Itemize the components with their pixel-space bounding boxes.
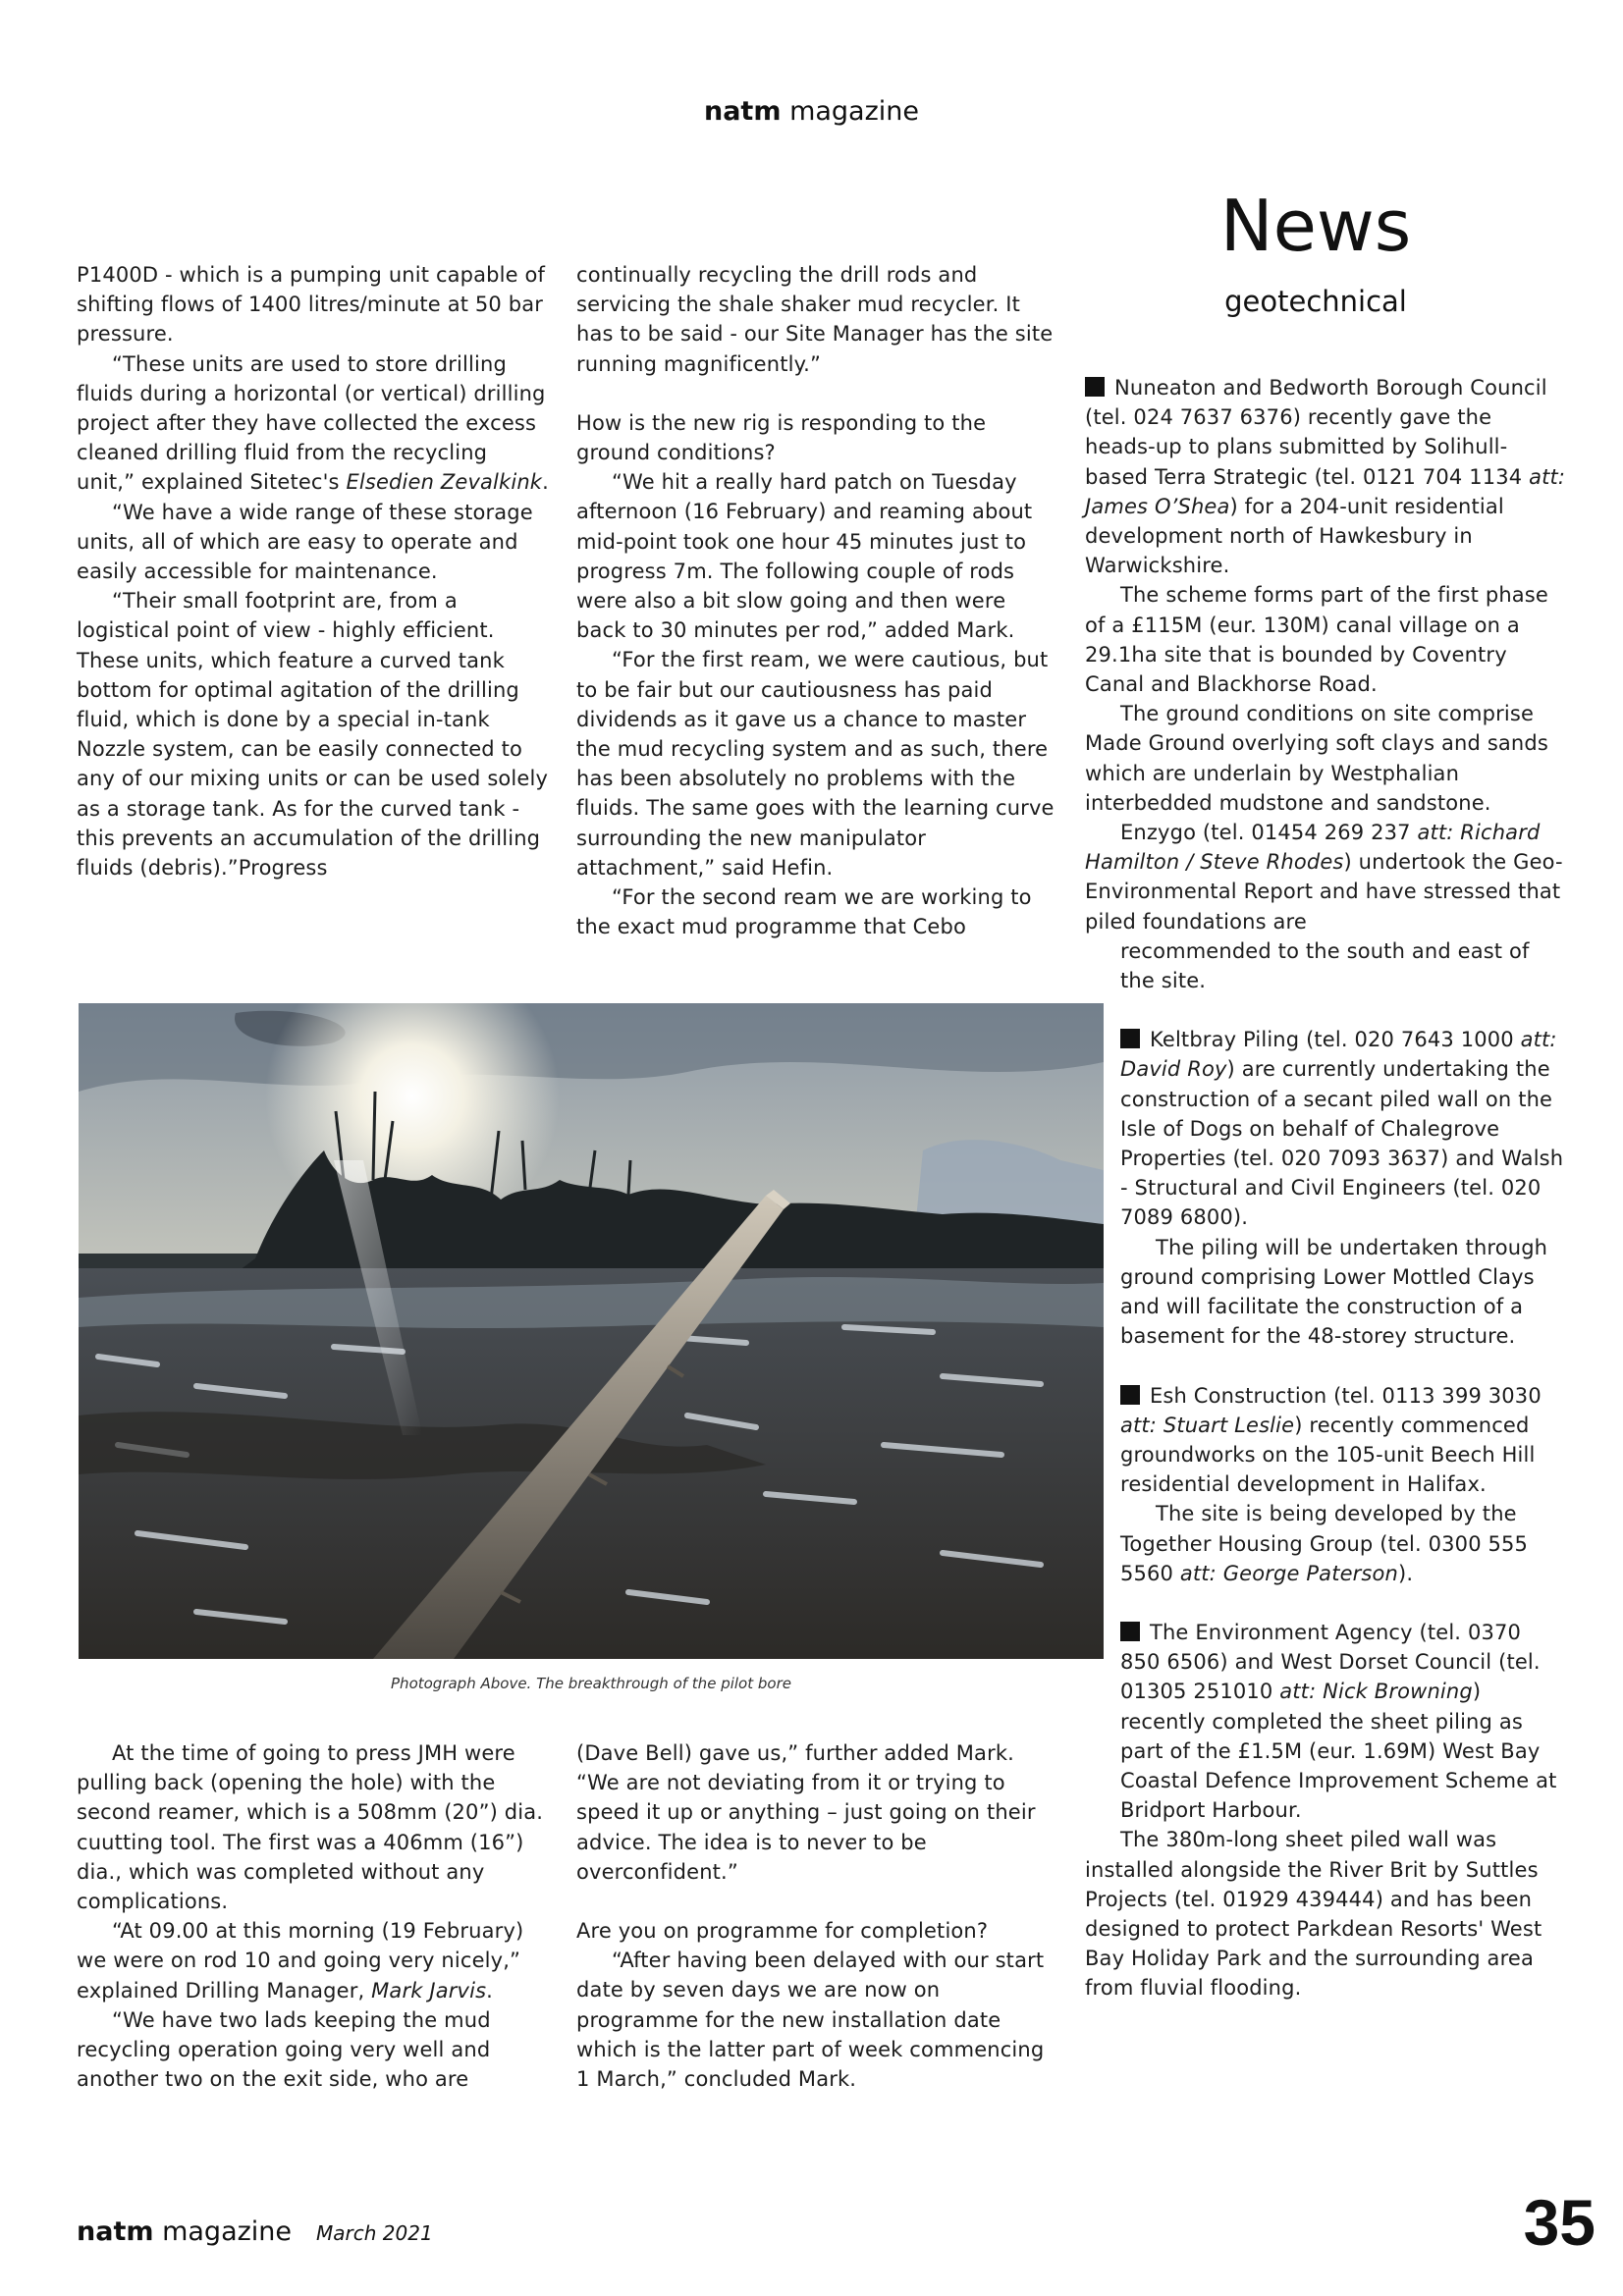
photo-caption: Photograph Above. The breakthrough of the pilot bore: [391, 1675, 791, 1692]
paragraph: At the time of going to press JMH were pulling back (opening the hole) with the second reamer, which is a 508mm (20”) dia. cuutting tool. The first was a 406mm (16”) dia., which was completed without any complications.: [77, 1741, 544, 1914]
paragraph: P1400D - which is a pumping unit capable of shifting flows of 1400 litres/minute at 50 bar pressure.: [77, 263, 546, 347]
bullet-square-icon: [1120, 1622, 1140, 1641]
paragraph: “We have a wide range of these storage units, all of which are easy to operate and easily accessible for maintenance.: [77, 500, 533, 584]
bullet-square-icon: [1120, 1029, 1140, 1048]
news-item: Esh Construction (tel. 0113 399 3030 att: Stuart Leslie) recently commenced groundworks on the 105-unit Beech Hill residential development in Halifax.: [1120, 1383, 1542, 1497]
article-column-1-bottom: [77, 1738, 550, 2094]
bullet-square-icon: [1085, 377, 1105, 397]
article-column-2-top: [576, 260, 1055, 941]
masthead-brand-bold: natm: [703, 96, 782, 127]
paragraph: “After having been delayed with our start date by seven days we are now on programme for the new installation date which is the latter part of week commencing 1 March,” concluded Mark.: [576, 1949, 1045, 2092]
paragraph: “These units are used to store drilling fluids during a horizontal (or vertical) drilling project after they have collected the excess cleaned drilling fluid from the recycling unit,” explained Sitetec's Elsedien Zevalkink.: [77, 351, 549, 495]
subheading: Are you on programme for completion?: [576, 1919, 989, 1944]
masthead-brand-rest: magazine: [789, 96, 919, 127]
news-column: [1085, 373, 1566, 2003]
paragraph: The ground conditions on site comprise Made Ground overlying soft clays and sands which are underlain by Westphalian interbedded mudstone and sandstone.: [1085, 702, 1548, 815]
pilot-bore-photo: [79, 1003, 1104, 1659]
person-name: Mark Jarvis: [371, 1978, 487, 2002]
person-name: Elsedien Zevalkink: [346, 470, 543, 495]
paragraph: The site is being developed by the Together Housing Group (tel. 0300 555 5560 att: George Paterson).: [1120, 1502, 1529, 1585]
issue-date: March 2021: [316, 2221, 433, 2245]
news-item: Nuneaton and Bedworth Borough Council (tel. 024 7637 6376) recently gave the heads-up to plans submitted by Solihull-based Terra Strategic (tel. 0121 704 1134 att: James O’Shea) for a 204-unit residential development north of Hawkesbury in Warwickshire.: [1085, 376, 1566, 578]
news-item: The Environment Agency (tel. 0370 850 6506) and West Dorset Council (tel. 01305 251010 att: Nick Browning) recently completed the sheet piling as part of the £1.5M (eur. 1.69M) West Bay Coastal Defence Improvement Scheme at Bridport Harbour.: [1120, 1620, 1557, 1823]
news-subtitle: geotechnical: [1224, 285, 1407, 318]
paragraph: The scheme forms part of the first phase of a £115M (eur. 130M) canal village on a 29.1ha site that is bounded by Coventry Canal and Blackhorse Road.: [1085, 583, 1548, 697]
subheading: How is the new rig is responding to the ground conditions?: [576, 410, 987, 465]
paragraph: “We have two lads keeping the mud recycling operation going very well and another two on the exit side, who are: [77, 2007, 491, 2092]
paragraph: “Their small footprint are, from a logistical point of view - highly efficient. These units, which feature a curved tank bottom for optimal agitation of the drilling fluid, which is done by a special in-tank Nozzle system, can be easily connected to any of our mixing units or can be used solely as a storage tank. As for the curved tank - this prevents an accumulation of the drilling fluids (debris).”Progress: [77, 589, 549, 881]
paragraph: recommended to the south and east of the site.: [1120, 938, 1530, 993]
news-title: News: [1219, 185, 1412, 267]
bullet-square-icon: [1120, 1385, 1140, 1405]
paragraph: continually recycling the drill rods and servicing the shale shaker mud recycler. It has to be said - our Site Manager has the site running magnificently.”: [576, 263, 1054, 376]
paragraph: (Dave Bell) gave us,” further added Mark. “We are not deviating from it or trying to speed it up or anything – just going on their advice. The idea is to never to be overconfident.”: [576, 1741, 1036, 1884]
footer-brand: [77, 2216, 292, 2247]
paragraph: “For the second ream we are working to the exact mud programme that Cebo: [576, 885, 1032, 939]
page-number: 35: [1523, 2186, 1596, 2259]
paragraph: Enzygo (tel. 01454 269 237 att: Richard Hamilton / Steve Rhodes) undertook the Geo-Environmental Report and have stressed that piled foundations are: [1085, 821, 1563, 934]
footer-brand-bold: natm: [77, 2216, 154, 2247]
paragraph: “At 09.00 at this morning (19 February) we were on rod 10 and going very nicely,” explained Drilling Manager, Mark Jarvis.: [77, 1919, 524, 2002]
paragraph: “For the first ream, we were cautious, but to be fair but our cautiousness has paid dividends as it gave us a chance to master the mud recycling system and as such, there has been absolutely no problems with the fluids. The same goes with the learning curve surrounding the new manipulator attachment,” said Hefin.: [576, 648, 1055, 880]
masthead: [0, 96, 1623, 127]
article-column-1-top: [77, 260, 550, 882]
news-item: Keltbray Piling (tel. 020 7643 1000 att: David Roy) are currently undertaking the construction of a secant piled wall on the Isle of Dogs on behalf of Chalegrove Properties (tel. 020 7093 3637) and Walsh - Structural and Civil Engineers (tel. 020 7089 6800).: [1120, 1028, 1564, 1230]
paragraph: “We hit a really hard patch on Tuesday afternoon (16 February) and reaming about mid-point took one hour 45 minutes just to progress 7m. The following couple of rods were also a bit slow going and then were back to 30 minutes per rod,” added Mark.: [576, 470, 1033, 643]
paragraph: The piling will be undertaken through ground comprising Lower Mottled Clays and will facilitate the construction of a basement for the 48-storey structure.: [1120, 1235, 1548, 1349]
paragraph: The 380m-long sheet piled wall was installed alongside the River Brit by Suttles Projects (tel. 01929 439444) and has been designed to protect Parkdean Resorts' West Bay Holiday Park and the surrounding area from fluvial flooding.: [1085, 1828, 1542, 2001]
footer-brand-rest: magazine: [162, 2216, 293, 2247]
article-column-2-bottom: [576, 1738, 1055, 2094]
